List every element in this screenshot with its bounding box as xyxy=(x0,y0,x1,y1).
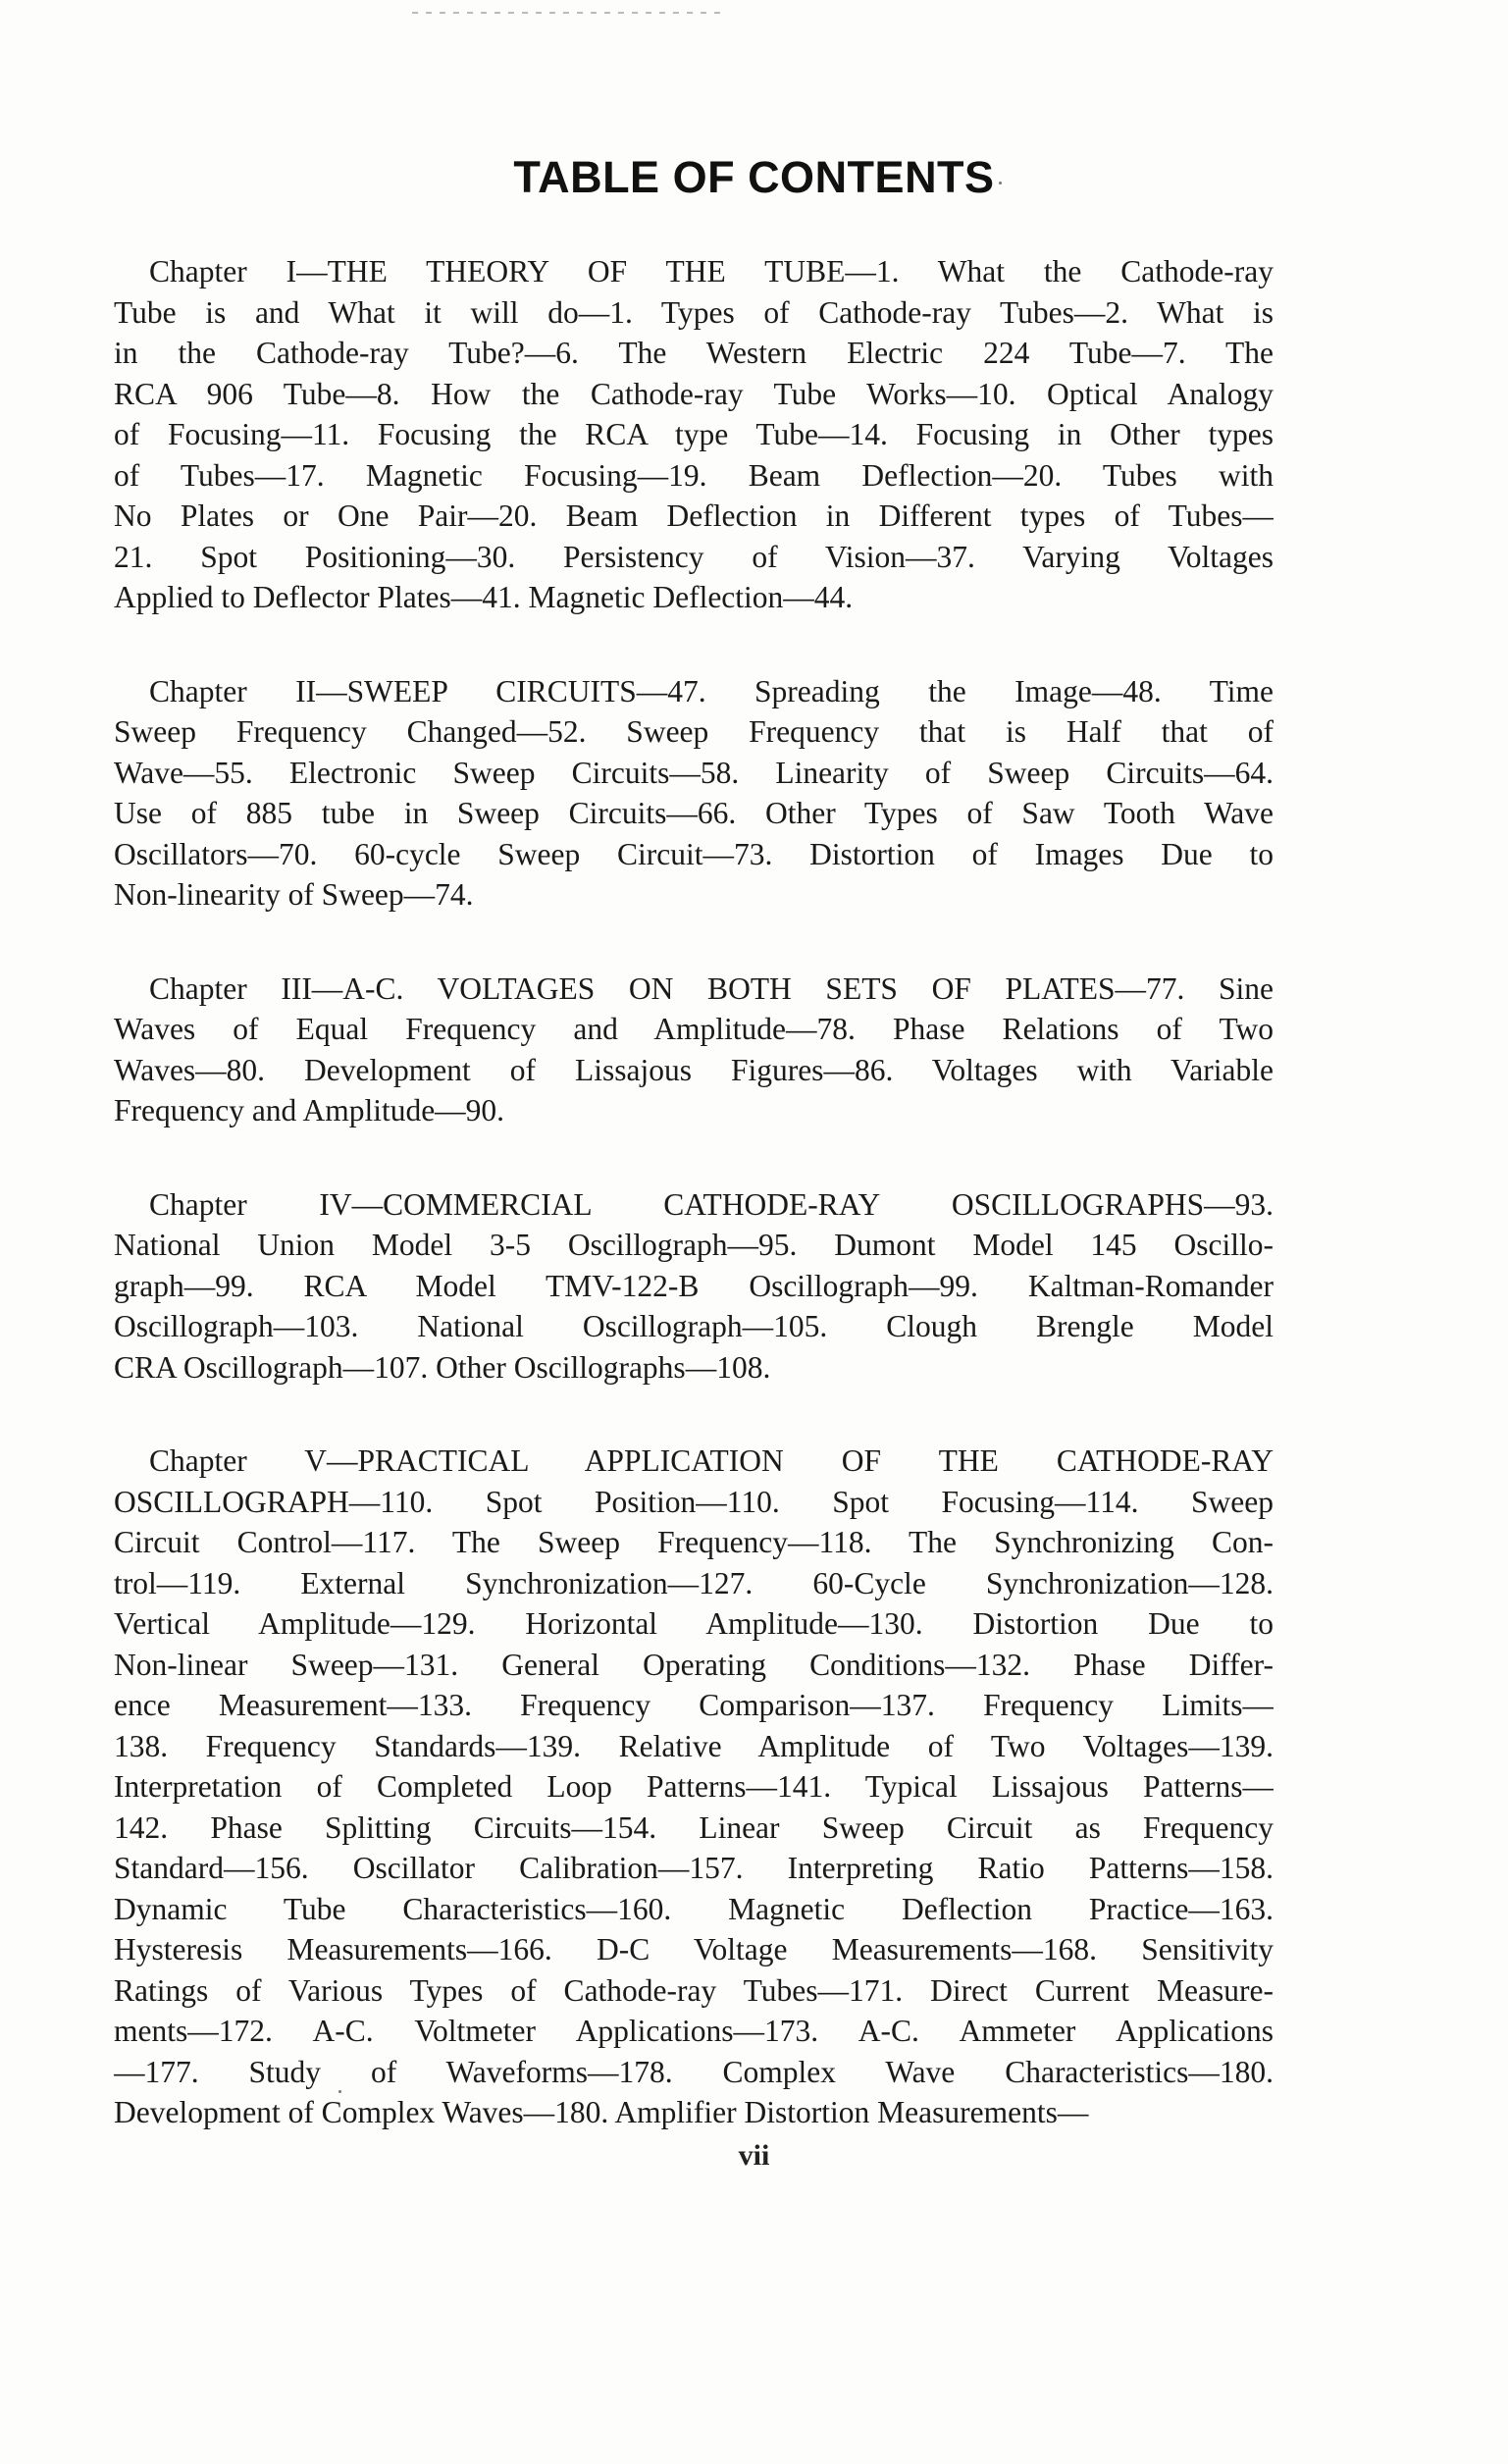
toc-line: Vertical Amplitude—129. Horizontal Amplitude—130. Distortion Due to xyxy=(114,1606,1274,1641)
toc-line: of Focusing—11. Focusing the RCA type Tube—14. Focusing in Other types xyxy=(114,417,1274,451)
toc-line: Development of Complex Waves—180. Amplifier Distortion Measurements— xyxy=(114,2095,1089,2129)
toc-line: Sweep Frequency Changed—52. Sweep Frequency that is Half that of xyxy=(114,714,1274,749)
page-number: vii xyxy=(738,2139,770,2172)
toc-line: Chapter V—PRACTICAL APPLICATION OF THE CATHODE-RAY xyxy=(149,1443,1274,1478)
toc-line: Chapter III—A-C. VOLTAGES ON BOTH SETS OF PLATES—77. Sine xyxy=(149,970,1274,1006)
toc-line: in the Cathode-ray Tube?—6. The Western Electric 224 Tube—7. The xyxy=(114,336,1274,370)
toc-line: —177. Study of Waveforms—178. Complex Wave Characteristics—180. xyxy=(114,2054,1274,2089)
toc-line: Tube is and What it will do—1. Types of Cathode-ray Tubes—2. What is xyxy=(114,294,1274,330)
toc-line: 138. Frequency Standards—139. Relative Amplitude of Two Voltages—139. xyxy=(114,1728,1274,1763)
toc-line: ments—172. A-C. Voltmeter Applications—173. A-C. Ammeter Applications xyxy=(114,2014,1274,2048)
toc-line: Applied to Deflector Plates—41. Magnetic Deflection—44. xyxy=(114,580,854,614)
page-title: TABLE OF CONTENTS xyxy=(513,152,995,202)
toc-line: of Tubes—17. Magnetic Focusing—19. Beam Deflection—20. Tubes with xyxy=(114,457,1274,493)
chapter-entry xyxy=(114,1184,1274,1389)
toc-line: Ratings of Various Types of Cathode-ray Tubes—171. Direct Current Measure- xyxy=(114,1972,1274,2008)
toc-line: Waves—80. Development of Lissajous Figures—86. Voltages with Variable xyxy=(114,1052,1274,1087)
toc-line: Hysteresis Measurements—166. D-C Voltage Measurements—168. Sensitivity xyxy=(114,1932,1274,1966)
toc-line: Dynamic Tube Characteristics—160. Magnetic Deflection Practice—163. xyxy=(114,1891,1274,1926)
toc-line: Use of 885 tube in Sweep Circuits—66. Other Types of Saw Tooth Wave xyxy=(114,796,1274,830)
chapter-entry xyxy=(114,251,1274,618)
chapter-entry xyxy=(114,1441,1274,2133)
toc-line: RCA 906 Tube—8. How the Cathode-ray Tube Works—10. Optical Analogy xyxy=(114,376,1274,411)
toc-line: Frequency and Amplitude—90. xyxy=(114,1093,505,1127)
toc-line: OSCILLOGRAPH—110. Spot Position—110. Spot Focusing—114. Sweep xyxy=(114,1484,1274,1519)
toc-line: No Plates or One Pair—20. Beam Deflection in Different types of Tubes— xyxy=(114,498,1274,533)
toc-line: 142. Phase Splitting Circuits—154. Linear Sweep Circuit as Frequency xyxy=(114,1809,1274,1845)
chapter-entry xyxy=(114,969,1274,1131)
toc-line: Interpretation of Completed Loop Patterns—141. Typical Lissajous Patterns— xyxy=(114,1769,1274,1804)
table-of-contents xyxy=(114,251,1274,2186)
toc-line: Waves of Equal Frequency and Amplitude—78. Phase Relations of Two xyxy=(114,1012,1274,1046)
toc-line: Oscillograph—103. National Oscillograph—105. Clough Brengle Model xyxy=(114,1309,1274,1343)
toc-line: Chapter IV—COMMERCIAL CATHODE-RAY OSCILLOGRAPHS—93. xyxy=(149,1186,1274,1222)
toc-line: Standard—156. Oscillator Calibration—157. Interpreting Ratio Patterns—158. xyxy=(114,1851,1274,1885)
toc-line: Non-linear Sweep—131. General Operating Conditions—132. Phase Differ- xyxy=(114,1647,1274,1682)
chapter-entry xyxy=(114,671,1274,916)
toc-line: Circuit Control—117. The Sweep Frequency—118. The Synchronizing Con- xyxy=(114,1525,1274,1559)
toc-line: National Union Model 3-5 Oscillograph—95. Dumont Model 145 Oscillo- xyxy=(114,1228,1274,1262)
toc-line: ence Measurement—133. Frequency Comparison—137. Frequency Limits— xyxy=(114,1688,1274,1722)
toc-line: graph—99. RCA Model TMV-122-B Oscillograph—99. Kaltman-Romander xyxy=(114,1268,1274,1303)
toc-line: Chapter I—THE THEORY OF THE TUBE—1. What the Cathode-ray xyxy=(149,254,1274,288)
scan-artifact xyxy=(412,12,726,14)
toc-line: Oscillators—70. 60-cycle Sweep Circuit—73. Distortion of Images Due to xyxy=(114,836,1274,871)
toc-line: Non-linearity of Sweep—74. xyxy=(114,877,474,912)
toc-line: Wave—55. Electronic Sweep Circuits—58. Linearity of Sweep Circuits—64. xyxy=(114,755,1274,790)
toc-line: trol—119. External Synchronization—127. 60-Cycle Synchronization—128. xyxy=(114,1565,1274,1600)
toc-line: CRA Oscillograph—107. Other Oscillographs—108. xyxy=(114,1349,771,1385)
toc-line: 21. Spot Positioning—30. Persistency of Vision—37. Varying Voltages xyxy=(114,539,1274,574)
toc-line: Chapter II—SWEEP CIRCUITS—47. Spreading the Image—48. Time xyxy=(149,673,1274,708)
